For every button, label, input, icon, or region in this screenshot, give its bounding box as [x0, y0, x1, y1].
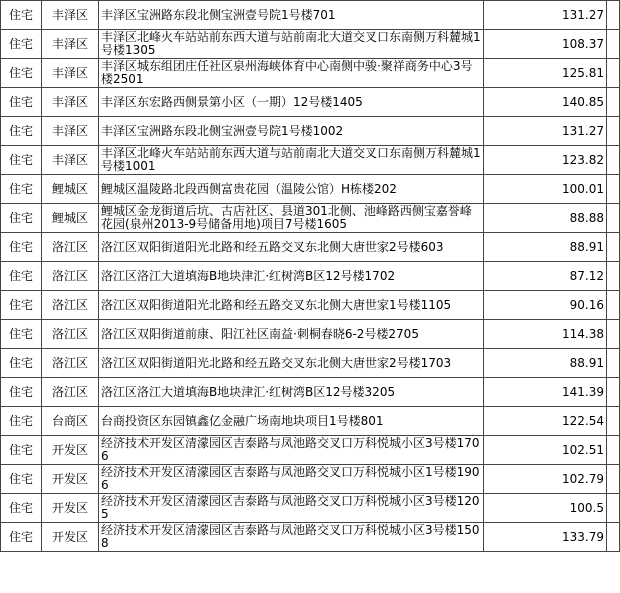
property-type-cell: 住宅: [1, 262, 42, 291]
property-type-cell: 住宅: [1, 494, 42, 523]
property-type-cell: 住宅: [1, 465, 42, 494]
district-cell: 洛江区: [42, 233, 99, 262]
property-type-cell: 住宅: [1, 59, 42, 88]
property-type-cell: 住宅: [1, 175, 42, 204]
address-cell: 洛江区双阳街道前康、阳江社区南益·刺桐春晓6-2号楼2705: [99, 320, 484, 349]
table-row: [1, 320, 620, 349]
address-cell: 丰泽区宝洲路东段北侧宝洲壹号院1号楼701: [99, 1, 484, 30]
area-cell: 131.27: [484, 117, 607, 146]
spacer-cell: [607, 30, 620, 59]
spacer-cell: [607, 523, 620, 552]
table-row: [1, 175, 620, 204]
district-cell: 洛江区: [42, 291, 99, 320]
address-cell: 洛江区洛江大道填海B地块津汇·红树湾B区12号楼3205: [99, 378, 484, 407]
area-cell: 88.91: [484, 233, 607, 262]
area-cell: 100.5: [484, 494, 607, 523]
property-type-cell: 住宅: [1, 88, 42, 117]
table-row: [1, 1, 620, 30]
spacer-cell: [607, 146, 620, 175]
address-cell: 丰泽区宝洲路东段北侧宝洲壹号院1号楼1002: [99, 117, 484, 146]
area-cell: 123.82: [484, 146, 607, 175]
area-cell: 125.81: [484, 59, 607, 88]
spacer-cell: [607, 378, 620, 407]
area-cell: 140.85: [484, 88, 607, 117]
district-cell: 开发区: [42, 436, 99, 465]
table-row: [1, 146, 620, 175]
address-cell: 丰泽区北峰火车站站前东西大道与站前南北大道交叉口东南侧万科麓城1号楼1305: [99, 30, 484, 59]
address-cell: 鲤城区温陵路北段西侧富贵花园（温陵公馆）H栋楼202: [99, 175, 484, 204]
district-cell: 鲤城区: [42, 175, 99, 204]
spacer-cell: [607, 59, 620, 88]
table-row: [1, 523, 620, 552]
district-cell: 开发区: [42, 523, 99, 552]
district-cell: 丰泽区: [42, 1, 99, 30]
district-cell: 洛江区: [42, 349, 99, 378]
district-cell: 洛江区: [42, 320, 99, 349]
district-cell: 丰泽区: [42, 146, 99, 175]
area-cell: 131.27: [484, 1, 607, 30]
table-row: [1, 204, 620, 233]
spacer-cell: [607, 494, 620, 523]
spacer-cell: [607, 88, 620, 117]
district-cell: 丰泽区: [42, 88, 99, 117]
address-cell: 洛江区双阳街道阳光北路和经五路交叉东北侧大唐世家2号楼603: [99, 233, 484, 262]
area-cell: 87.12: [484, 262, 607, 291]
address-cell: 台商投资区东园镇鑫亿金融广场南地块项目1号楼801: [99, 407, 484, 436]
district-cell: 台商区: [42, 407, 99, 436]
address-cell: 经济技术开发区清濛园区吉泰路与凤池路交叉口万科悦城小区3号楼1508: [99, 523, 484, 552]
area-cell: 133.79: [484, 523, 607, 552]
district-cell: 洛江区: [42, 262, 99, 291]
table-row: [1, 30, 620, 59]
spacer-cell: [607, 320, 620, 349]
spacer-cell: [607, 1, 620, 30]
spacer-cell: [607, 175, 620, 204]
property-type-cell: 住宅: [1, 378, 42, 407]
property-type-cell: 住宅: [1, 320, 42, 349]
area-cell: 90.16: [484, 291, 607, 320]
table-row: [1, 407, 620, 436]
spacer-cell: [607, 465, 620, 494]
spacer-cell: [607, 204, 620, 233]
address-cell: 鲤城区金龙街道后坑、古店社区、县道301北侧、池峰路西侧宝嘉誉峰花园(泉州2013-9号储备用地)项目7号楼1605: [99, 204, 484, 233]
property-type-cell: 住宅: [1, 30, 42, 59]
spacer-cell: [607, 407, 620, 436]
address-cell: 经济技术开发区清濛园区吉泰路与凤池路交叉口万科悦城小区3号楼1205: [99, 494, 484, 523]
table-row: [1, 378, 620, 407]
area-cell: 100.01: [484, 175, 607, 204]
property-type-cell: 住宅: [1, 233, 42, 262]
property-type-cell: 住宅: [1, 436, 42, 465]
area-cell: 102.51: [484, 436, 607, 465]
district-cell: 丰泽区: [42, 30, 99, 59]
district-cell: 鲤城区: [42, 204, 99, 233]
address-cell: 经济技术开发区清濛园区吉泰路与凤池路交叉口万科悦城小区3号楼1706: [99, 436, 484, 465]
district-cell: 洛江区: [42, 378, 99, 407]
area-cell: 108.37: [484, 30, 607, 59]
address-cell: 丰泽区东宏路西侧景第小区（一期）12号楼1405: [99, 88, 484, 117]
property-type-cell: 住宅: [1, 291, 42, 320]
address-cell: 洛江区双阳街道阳光北路和经五路交叉东北侧大唐世家2号楼1703: [99, 349, 484, 378]
table-row: [1, 436, 620, 465]
area-cell: 122.54: [484, 407, 607, 436]
spacer-cell: [607, 349, 620, 378]
address-cell: 洛江区双阳街道阳光北路和经五路交叉东北侧大唐世家1号楼1105: [99, 291, 484, 320]
district-cell: 丰泽区: [42, 59, 99, 88]
area-cell: 102.79: [484, 465, 607, 494]
property-type-cell: 住宅: [1, 407, 42, 436]
district-cell: 丰泽区: [42, 117, 99, 146]
spacer-cell: [607, 291, 620, 320]
property-type-cell: 住宅: [1, 349, 42, 378]
district-cell: 开发区: [42, 494, 99, 523]
table-row: [1, 59, 620, 88]
area-cell: 88.91: [484, 349, 607, 378]
spacer-cell: [607, 262, 620, 291]
table-row: [1, 233, 620, 262]
district-cell: 开发区: [42, 465, 99, 494]
address-cell: 洛江区洛江大道填海B地块津汇·红树湾B区12号楼1702: [99, 262, 484, 291]
table-row: [1, 494, 620, 523]
property-type-cell: 住宅: [1, 146, 42, 175]
area-cell: 88.88: [484, 204, 607, 233]
property-type-cell: 住宅: [1, 117, 42, 146]
table-row: [1, 465, 620, 494]
address-cell: 丰泽区城东组团庄任社区泉州海峡体育中心南侧中骏·聚祥商务中心3号楼2501: [99, 59, 484, 88]
area-cell: 114.38: [484, 320, 607, 349]
table-row: [1, 117, 620, 146]
table-row: [1, 291, 620, 320]
area-cell: 141.39: [484, 378, 607, 407]
spacer-cell: [607, 436, 620, 465]
spacer-cell: [607, 233, 620, 262]
table-row: [1, 262, 620, 291]
address-cell: 经济技术开发区清濛园区吉泰路与凤池路交叉口万科悦城小区1号楼1906: [99, 465, 484, 494]
table-row: [1, 349, 620, 378]
property-type-cell: 住宅: [1, 204, 42, 233]
table-row: [1, 88, 620, 117]
property-type-cell: 住宅: [1, 1, 42, 30]
spacer-cell: [607, 117, 620, 146]
property-type-cell: 住宅: [1, 523, 42, 552]
address-cell: 丰泽区北峰火车站站前东西大道与站前南北大道交叉口东南侧万科麓城1号楼1001: [99, 146, 484, 175]
